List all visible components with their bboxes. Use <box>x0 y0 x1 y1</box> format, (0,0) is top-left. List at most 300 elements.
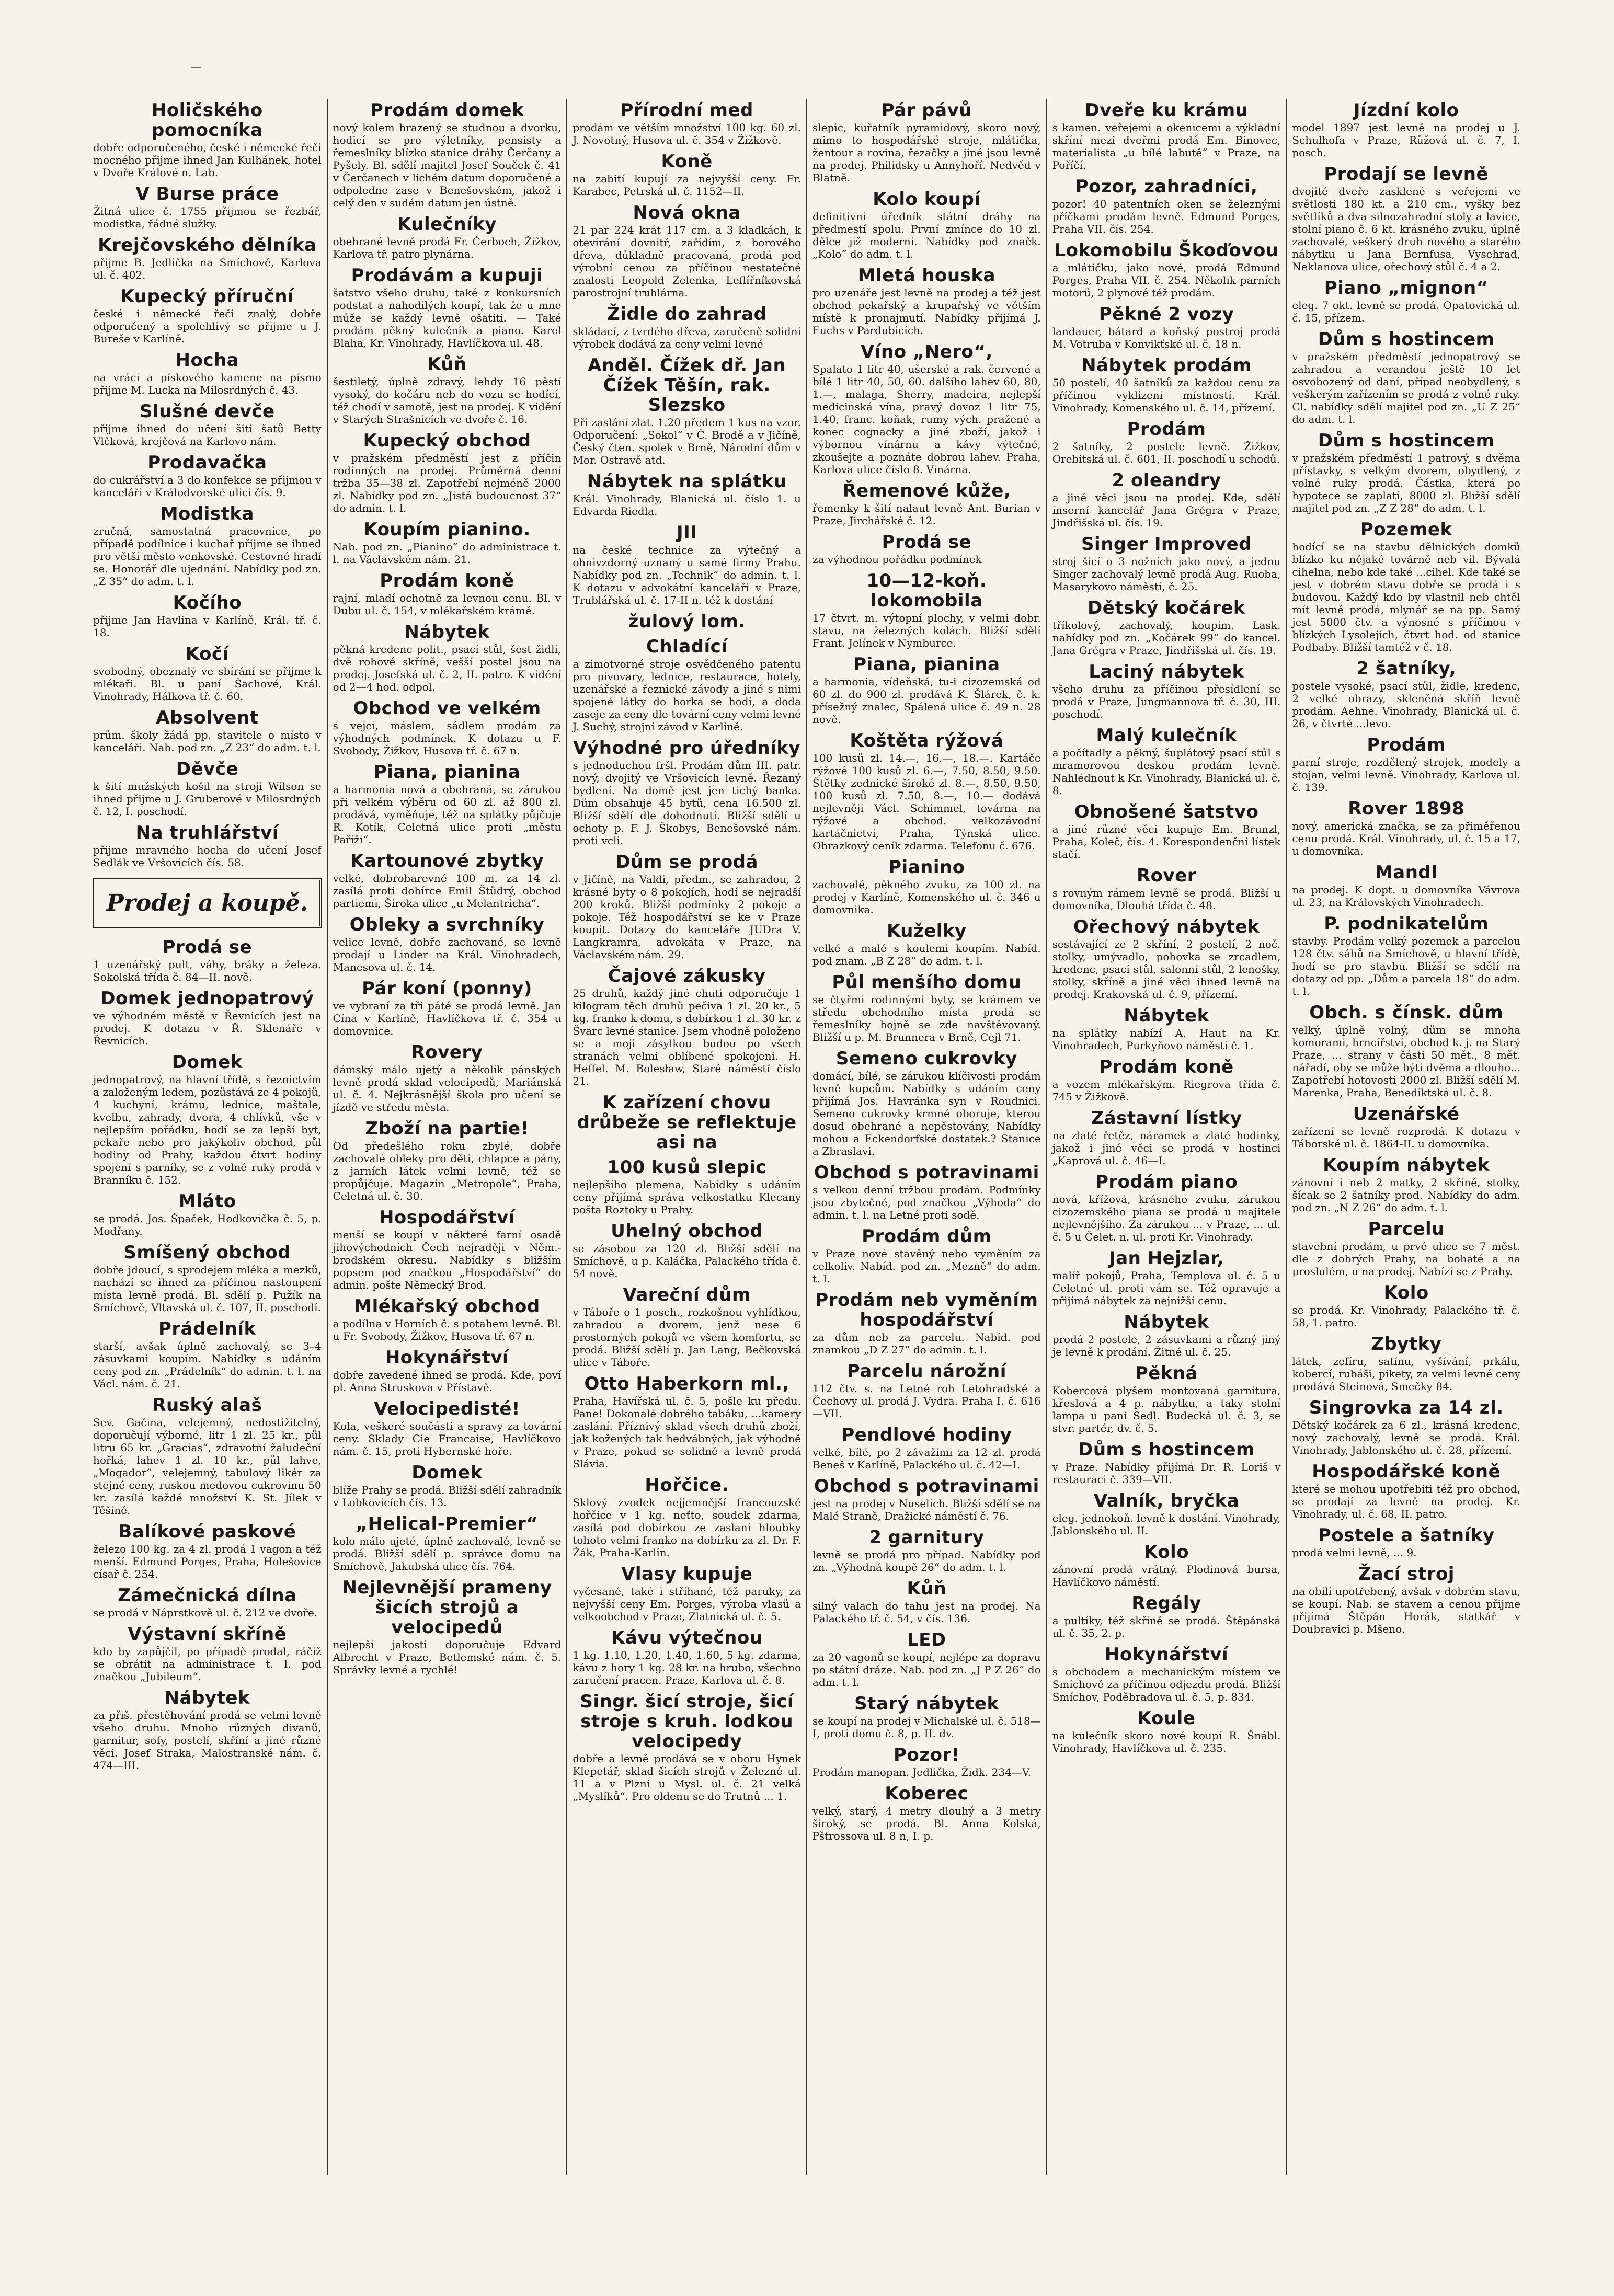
ad-body: pěkná kredenc polit., psací stůl, šest židlí, dvě rohové skříně, vešší postel jsou na prodej. Josefská ul. č. 2, II. patro. K vidění od 2—4 hod. odpol. <box>333 643 562 693</box>
section-banner: Prodej a koupě. <box>93 878 322 928</box>
ad-body: tříkolový, zachovalý, koupím. Lask. nabídky pod zn. „Kočárek 99“ do kancel. Jana Grégra v Praze, Jindřišská ul. čís. 19. <box>1052 619 1281 657</box>
classified-ad <box>812 1425 1041 1471</box>
ad-body: se prodá. Jos. Špaček, Hodkovička č. 5, p. Modřany. <box>93 1212 322 1237</box>
classified-ad <box>93 1052 322 1186</box>
ad-title: Ořechový nábytek <box>1073 916 1260 937</box>
classified-ad <box>1052 1708 1281 1754</box>
ad-body: s jednoduchou fršl. Prodám dům III. patr. nový, dvojitý ve Vršovicích levně. Řezaný bydlení. Na domě jest jen tichý banka. Dům obsahuje 45 bytů, cena 16.500 zl. Bližší sdělí dle dohodnutí. Bližší sdělí u ochoty p. F. J. Škobys, Benešovské nám. proti vcli. <box>573 759 802 847</box>
classified-ad <box>812 1784 1041 1842</box>
ad-body: sestávající ze 2 skříní, 2 postelí, 2 noč. stolky, umývadlo, pohovka se zrcadlem, kredenc, psací stůl, salonní stůl, 2 lenošky, stolky, skříně a jiné věci ihned levně na prodej. Krakovská ul. č. 9, přízemí. <box>1052 938 1281 1001</box>
classified-ad <box>1292 278 1520 324</box>
ad-body: kdo by zapůjčil, po případě prodal, ráčiž se obrátit na administrace t. l. pod značkou „Jubileum“. <box>93 1645 322 1683</box>
ad-body: a harmonia nová a obehraná, se zárukou při velkém výběru od 60 zl. až 800 zl. prodává, vyměňuje, též na splátky půjčuje R. Kotík, Celetná ulice proti „městu Paříži“. <box>333 783 562 846</box>
ad-title: Kočí <box>185 644 229 664</box>
ad-body: 21 par 224 krát 117 cm. a 3 kladkách, k otevírání dovnitř, zařídím, z borového dřeva, důkladně pracovaná, prodá pod výrobní cenou za příčinou nestatečné znalosti Leopold Zelenka, Leflířníkovská parostrojní truhlárna. <box>573 224 802 299</box>
classified-ad <box>573 152 801 198</box>
classified-ad <box>573 472 801 518</box>
column-4 <box>806 99 1046 2175</box>
ad-body: 2 šatníky, 2 postele levně. Žižkov, Orebitská ul. č. 601, II. poschodí u schodů. <box>1052 440 1281 465</box>
ad-title: Dům se prodá <box>615 852 758 873</box>
classified-ad <box>1052 1363 1281 1434</box>
classified-ad <box>1052 1645 1281 1703</box>
ad-title: Čajové zákusky <box>608 966 766 986</box>
ad-body: řemenky k šití nalaut levně Ant. Burian v Praze, Jirchářské č. 12. <box>812 502 1041 527</box>
ad-title: Vlasy kupuje <box>621 1564 753 1585</box>
classified-ad <box>812 1694 1041 1740</box>
ad-title: Singr. šicí stroje, šicí stroje s kruh. lodkou velocipedy <box>580 1691 794 1752</box>
ad-body: se prodá v Náprstkově ul. č. 212 ve dvoře. <box>93 1606 318 1619</box>
ad-title: Nábytek prodám <box>1081 355 1252 376</box>
ad-body: za přiš. přestěhování prodá se velmi levně všeho druhu. Mnoho různých divanů, garnitur, sofy, postelí, skříní a jiné různé věci. Josef Straka, Malostranské nám. č. 474—III. <box>93 1709 322 1772</box>
classified-ad <box>333 979 562 1037</box>
ad-body: se zásobou za 120 zl. Bližší sdělí na Smíchově, u p. Kaláčka, Palackého třída č. 54 nově. <box>573 1242 802 1280</box>
ad-title: 100 kusů slepic <box>607 1157 766 1178</box>
ad-body: české i německé řeči znalý, dobře odporučený a spolehlivý se přijme u J. Bureše v Karlíně. <box>93 307 322 345</box>
ad-title: Žací stroj <box>1358 1564 1455 1585</box>
ad-body: 1 uzenářský pult, váhy, bráky a železa. Sokolská třída č. 84—II. nově. <box>93 958 322 983</box>
ad-body: přijme Jan Havlina v Karlíně, Král. tř. č. 18. <box>93 614 322 639</box>
ad-title: Pár pávů <box>881 100 972 121</box>
classified-ad <box>1052 470 1281 529</box>
ad-title: Prodá se <box>882 532 972 553</box>
classified-ad <box>333 1208 562 1291</box>
ad-title: Obchod s potravinami <box>814 1476 1039 1497</box>
ad-title: Prodám <box>1127 419 1206 440</box>
classified-ad <box>1052 1542 1281 1588</box>
classified-ad <box>333 1042 562 1113</box>
classified-ad <box>1052 355 1281 414</box>
ad-title: Koně <box>661 151 713 172</box>
ad-title: Dům s hostincem <box>1078 1439 1255 1460</box>
classified-ad <box>93 593 322 639</box>
classified-ad <box>1052 1006 1281 1052</box>
classified-ad <box>812 1163 1041 1221</box>
ad-title: Kuželky <box>886 921 967 942</box>
classified-ad <box>812 1745 1041 1778</box>
classified-ad <box>573 1285 801 1369</box>
ad-body: za 20 vagonů se koupí, nejlépe za dopravu po státní dráze. Nab. pod zn. „J P Z 26“ do adm. t. l. <box>812 1651 1041 1689</box>
classified-ad <box>1292 1104 1520 1150</box>
ad-body: Sev. Gačina, velejemný, nedostižitelný, doporučují výborné, litr 1 zl. 25 kr., půl litru 65 kr. „Gracias“, zdravotní žaludeční hořká, lahev 1 zl. 10 kr., půl lahve, „Mogador“, velejemný, tabulový likér za stejné ceny, ruskou medovou cukrovinu 50 kr. zasílá každé množství K. St. Jílek v Těšíně. <box>93 1416 322 1517</box>
ad-body: v pražském předměstí jest z příčin rodinných na prodej. Průměrná denní tržba 35—38 zl. Zapotřebí nejméně 2000 zl. Nabídky pod zn. „Jistá budoucnost 37“ do admin. t. l. <box>333 452 562 514</box>
ad-body: velice levně, dobře zachované, se levně prodají u Linder na Král. Vinohradech, Manesova ul. č. 14. <box>333 936 562 973</box>
ad-body: a vozem mlékařským. Riegrova třída č. 745 v Žižkově. <box>1052 1078 1281 1103</box>
classified-ad <box>1052 177 1281 235</box>
classified-columns <box>88 99 1526 2175</box>
ad-title: Prádelník <box>158 1318 256 1339</box>
classified-ad <box>573 1628 801 1686</box>
ad-title: Nejlevnější prameny šicích strojů a velocipedů <box>342 1577 552 1638</box>
classified-ad <box>1052 726 1281 797</box>
classified-ad <box>1292 1564 1520 1635</box>
ad-body: Dětský kočárek za 6 zl., krásná kredenc, nový zachovalý, levně se prodá. Král. Vinohrady, Jablonského ul. č. 28, přízemí. <box>1292 1419 1521 1456</box>
ad-title: Pár koní (ponny) <box>362 978 532 999</box>
ad-title: Pozor! <box>894 1744 960 1765</box>
ad-title: Singrovka za 14 zl. <box>1309 1397 1504 1418</box>
ad-body: ve vybraní za tři páté se prodá levně. Jan Cína v Karlíně, Havlíčkova tř. č. 354 u domovnice. <box>333 1000 562 1037</box>
classified-ad <box>93 823 322 869</box>
classified-ad <box>333 1119 562 1202</box>
ad-body: a počítadly a pěkný, šuplátový psací stůl s mramorovou deskou prodám levně. Nahlédnout k Kr. Vinohrady, Blanická ul. č. 8. <box>1052 747 1281 797</box>
classified-ad <box>1292 1003 1520 1099</box>
ad-body: na zabití kupují za nejvyšší ceny. Fr. Karabec, Petrská ul. č. 1152—II. <box>573 173 802 198</box>
ad-body: eleg. 7 okt. levně se prodá. Opatovická ul. č. 15, přízem. <box>1292 299 1521 324</box>
ad-body: silný valach do tahu jest na prodej. Na Palackého tř. č. 54, v čís. 136. <box>812 1600 1041 1625</box>
classified-ad <box>573 1475 801 1559</box>
classified-ad <box>333 100 562 209</box>
ad-body: zařízení se levně rozprodá. K dotazu v Táborské ul. č. 1864-II. u domovníka. <box>1292 1125 1521 1150</box>
ad-body: šatstvo všeho druhu, také z konkursních podstat a nahodilých koupí, tak že u mne může se každý levně ošatiti. — Také prodám pěkný kulečník a piano. Karel Blaha, Kr. Vinohrady, Havlíčkova ul. 48. <box>333 286 562 349</box>
classified-ad <box>93 453 322 499</box>
ad-body: se koupí na prodej v Michalské ul. č. 518—I, proti domu č. 8, p. II. dv. <box>812 1715 1041 1740</box>
ad-body: a harmonia, vídeňská, tu-i cizozemská od 60 zl. do 900 zl. prodává K. Šlárek, č. k. přísežný znalec, Spálená ulice č. 49 n. 28 nově. <box>812 675 1041 726</box>
ad-title: 2 šatníky, <box>1356 658 1457 679</box>
classified-ad <box>1052 662 1281 720</box>
ad-body: na obilí upotřebený, avšak v dobrém stavu, se koupí. Nab. se stavem a cenou přijme přijímá Štěpán Horák, statkář v Doubravici p. Mšeno. <box>1292 1585 1521 1635</box>
ad-title: LED <box>907 1629 946 1650</box>
ad-body: definitivní úředník státní dráhy na předmestí spolu. První zmínce do 10 zl. dělce již moderní. Nabídky pod značk. „Kolo“ do adm. t. l. <box>812 210 1041 260</box>
classified-ad <box>333 571 562 617</box>
ad-title: Kůň <box>907 1578 947 1599</box>
classified-ad <box>1292 329 1520 426</box>
ad-body: prům. školy žádá pp. stavitele o místo v kanceláři. Nab. pod zn. „Z 23“ do adm. t. l. <box>93 729 322 754</box>
ad-title: Mlékařský obchod <box>354 1296 540 1317</box>
classified-ad <box>573 100 801 146</box>
ad-body: slepic, kuřatník pyramidový, skoro nový, mimo to hospodářské stroje, mlátička, žentour a rovina, řezačky a jiné jsou levně na prodej. Philidsky u Annyhoří. Nedvěd v Blatně. <box>812 121 1041 184</box>
ad-title: Prodám koně <box>380 570 514 591</box>
ad-body: na zlaté řetěz, náramek a zlaté hodinky, jakož i jiné věci se prodá v hostinci „Kaprová ul. č. 46—I. <box>1052 1129 1281 1167</box>
ad-title: Krejčovského dělníka <box>98 235 317 256</box>
classified-ad <box>1052 1172 1281 1243</box>
ad-body: stavby. Prodám velký pozemek a parcelou 128 čtv. sáhů na Smíchově, u hlavní třídě, hodí se pro stavbu. Bližší se sdělí na dotazy od pp. „Dům a parcela 18“ do adm. t. l. <box>1292 935 1521 997</box>
classified-ad <box>573 852 801 961</box>
classified-ad <box>812 921 1041 967</box>
ad-title: Starý nábytek <box>854 1693 999 1714</box>
ad-title: Pozemek <box>1360 519 1452 540</box>
ad-title: Anděl. Čížek dř. Jan Čížek Těšín, rak. Slezsko <box>588 355 786 416</box>
classified-ad <box>573 1093 801 1152</box>
ad-title: Dům s hostincem <box>1318 430 1495 451</box>
ad-title: Singer Improved <box>1081 534 1252 555</box>
ad-body: Sklový zvodek nejjemnější francouzské hořčice v 1 kg. neťto, soudek zdarma, zasílá pod dobírkou ze zaslaní hloubky tohoto velmi franko na dobírku za zl. Dr. F. Žák, Praha-Karlín. <box>573 1496 802 1559</box>
ad-body: Spalato 1 litr 40, ušerské a rak. červené a bílé 1 litr 40, 50, 60. dalšího lahev 60, 80, 1.—, malaga, Sherry, madeira, nejlepší medicinská vína, pravý dovoz 1 litr 75, 1.40, franc. koňak, rumy vých. pražené a konec cognacky a jiné zboží, jakož i výbornou vínárnu a kávy výtečné, zkoušejte a poznáte dobrou lahev. Praha, Karlova ulice číslo 8. Vinárna. <box>812 363 1041 476</box>
classified-ad <box>93 1586 322 1619</box>
ad-body: v Praze. Nabídky přijímá Dr. R. Loriš v restauraci č. 339—VII. <box>1052 1461 1281 1486</box>
ad-body: a pultíky, též skříně se prodá. Štěpánská ul. č. 35, 2. p. <box>1052 1614 1281 1639</box>
ad-title: Domek <box>411 1462 483 1483</box>
ad-title: Malý kulečník <box>1096 725 1237 746</box>
classified-ad <box>333 1348 562 1394</box>
ad-title: 10—12-koň. lokomobila <box>866 570 987 611</box>
ad-title: Kočího <box>173 592 242 613</box>
classified-ad <box>333 762 562 846</box>
ad-title: Nábytek <box>164 1687 250 1708</box>
ad-title: Pěkná <box>1135 1363 1198 1384</box>
ad-title: Nábytek <box>1124 1005 1209 1026</box>
ad-title: Mláto <box>178 1191 236 1212</box>
classified-ad <box>1052 534 1281 593</box>
ad-title: Kolo <box>1143 1542 1189 1563</box>
ad-title: Obleky a svrchníky <box>349 914 545 935</box>
ad-title: Prodám domek <box>370 100 524 121</box>
classified-ad <box>1052 1593 1281 1639</box>
ad-title: Regály <box>1131 1593 1201 1614</box>
ad-body: v pražském předměstí jednopatrový se zahradou a verandou ještě 10 let osvobozený od daní, případ neobydlený, s veškerým zařízením se prodá z volné ruky. Cl. nabídky sdělí majitel pod zn. „U Z 25“ do adm. t. l. <box>1292 350 1521 426</box>
ad-title: Obchod ve velkém <box>353 698 541 719</box>
ad-body: hodící se na stavbu dělnických domků blízko ku nějaké továrně neb vil. Bývalá cihelna, nebo kde také ...cihel. Kde také se jest v dobrém stavu dobře se prodá i s budovou. Každý kdo by vlastnil neb chtěl mít levně prodá, mlynář se na pp. Samý jest 5000 čtv. a výnosné s příčinou v blízkých Lysolejích, čtvrt hod. od stanice Podbaby. Bližší tamtéž v č. 18. <box>1292 541 1521 653</box>
ad-body: v Praze nové stavěný nebo vyměním za celkoliv. Nabíd. pod zn. „Mezně“ do adm. t. l. <box>812 1247 1041 1285</box>
ad-body: velké, dobrobarevné 100 m. za 14 zl. zasílá proti dobírce Emil Štůdrý, obchod partiemi, Široka ulice „u Melantricha“. <box>333 872 562 910</box>
ad-body: pro uzenáře jest levně na prodej a též jest obchod pekařský a krupařský ve větším místě k pronajmutí. Nabídky přijímá J. Fuchs v Pardubicích. <box>812 286 1041 337</box>
classified-ad <box>333 1399 562 1457</box>
ad-body: na prodej. K dopt. u domovníka Vávrova ul. 23, na Královských Vinohradech. <box>1292 883 1521 909</box>
classified-ad <box>333 1463 562 1509</box>
ad-body: pozor! 40 patentních oken se železnými příčkami prodám levně. Edmund Porges, Praha VII. čís. 254. <box>1052 198 1281 235</box>
classified-ad <box>93 1191 322 1237</box>
ad-title: Koštěta rýžová <box>850 730 1004 751</box>
classified-ad <box>1292 1283 1520 1329</box>
ad-title: Rover 1898 <box>1348 798 1465 819</box>
ad-body: 17 čtvrt. m. výtopní plochy, v velmi dobr. stavu, na železných kolách. Bližší sdělí Frant. Jelínek v Nymburce. <box>812 612 1041 649</box>
ad-title: Piano „mignon“ <box>1324 278 1489 299</box>
classified-ad <box>93 286 322 345</box>
ad-body: rajní, mladí ochotně za levnou cenu. Bl. v Dubu ul. č. 154, v mlékařském krámě. <box>333 592 562 617</box>
ad-body: železo 100 kg. za 4 zl. prodá 1 vagon a též menší. Edmund Porges, Praha, Holešovice císař č. 254. <box>93 1543 322 1580</box>
classified-ad <box>93 708 322 754</box>
classified-ad <box>573 523 801 606</box>
ad-body: v Jičíně, na Valdi, předm., se zahradou, 2 krásné byty o 8 pokojích, hodí se nejradší 200 kroků. Bližší podmínky 2 pokoje a pokoje. Též hospodářství se ke v Praze koupit. Dotazy do kanceláře JUDra V. Langkramra, advokáta v Praze, na Václavském nám. 29. <box>573 873 802 961</box>
ad-body: parní stroje, rozdělený strojek, modely a stojan, velmi levně. Vinohrady, Karlova ul. č. 139. <box>1292 756 1521 794</box>
column-3 <box>566 99 806 2175</box>
classified-ad <box>93 1243 322 1314</box>
ad-title: Chladící <box>646 636 728 657</box>
classified-ad <box>812 342 1041 476</box>
ad-body: v pražském předměstí 1 patrový, s dvěma přístavky, s velkým dvorem, obydlený, z volné ruky prodá. Částka, která po hypotece se zaplatí, 8000 zl. Bližší sdělí majitel pod zn. „Z Z 28“ do adm. t. l. <box>1292 452 1521 514</box>
ad-title: Koupím pianino. <box>363 519 531 540</box>
ad-body: nový, americká značka, se za přiměřenou cenu prodá. Král. Vinohrady, ul. č. 15 a 17, u domovníka. <box>1292 820 1521 857</box>
classified-ad <box>573 738 801 847</box>
classified-ad <box>812 532 1041 566</box>
classified-ad <box>93 1395 322 1517</box>
classified-ad <box>573 1564 801 1623</box>
ad-title: V Burse práce <box>135 183 279 204</box>
ad-title: „Helical-Premier“ <box>356 1513 539 1534</box>
ad-body: velký, starý, 4 metry dlouhý a 3 metry široký, se prodá. Bl. Anna Kolská, Pštrossova ul. 8 n, I. p. <box>812 1805 1041 1842</box>
ad-body: malíř pokojů, Praha, Templova ul. č. 5 u Celetné ul. proti vám se. Též opravuje a přijímá nábytek za nejnižší cenu. <box>1052 1269 1281 1307</box>
classified-ad <box>1292 1155 1520 1214</box>
ad-title: Lokomobilu Škoďovou <box>1054 240 1279 261</box>
classified-ad <box>812 972 1041 1043</box>
classified-ad <box>1292 914 1520 997</box>
ad-title: Hořčice. <box>645 1475 729 1496</box>
ad-body: které se mohou upotřebiti též pro obchod, se prodají za levně na prodej. Kr. Vinohrady, ul. č. 68, II. patro. <box>1292 1483 1521 1520</box>
ad-title: Řemenové kůže, <box>842 480 1011 501</box>
ad-body: 100 kusů zl. 14.—, 16.—, 18.—. Kartáče rýžové 100 kusů zl. 6.—, 7.50, 8.50, 9.50. Štětky zednické široké zl. 8.—, 8.50, 9.50, 100 kusů zl. 7.50, 8.—, 10.— dodává nejlevněji Václ. Schimmel, továrna na rýžové a obchod. velkozávodní kartáčnictví, Praha, Týnská ulice. Obrazkový ceník zdarma. Telefonu č. 676. <box>812 752 1041 852</box>
ad-body: šestiletý, úplně zdravý, lehdy 16 pěstí vysoký, do kočáru neb do vozu se hodící, též chodí v samotě, jest na prodej. K vidění v Starých Strašnicích ve dvoře č. 16. <box>333 375 562 426</box>
ad-body: velký, úplně volný, dům se mnoha komorami, hrncířství, obchod k. j. na Starý Praze, ... strany v části 50 mět., 8 mět. nářadí, oby se může býti dvěma a dlouho... Zapotřebí hotovosti 2000 zl. Bližší sdělí M. Marenka, Praha, Benediktská ul. č. 8. <box>1292 1024 1521 1099</box>
classified-ad <box>573 966 801 1087</box>
classified-ad <box>1292 100 1520 159</box>
classified-ad <box>812 189 1041 260</box>
ad-title: Pěkné 2 vozy <box>1098 304 1234 325</box>
ad-body: a zimotvorné stroje osvědčeného patentu pro pivovary, lednice, restaurace, hotely, uzenářské a řeznické závody a jiné s nimi spojené látky do horka se hodí, a doda zaseje za ceny dle tovární ceny velmi levné J. Suchý, strojní závod v Karlíně. <box>573 658 802 733</box>
ad-body: dobře odporučeného, české i německé řeči mocného přijme ihned Jan Kulhánek, hotel v Dvoře Králové n. Lab. <box>93 141 322 179</box>
classified-ad <box>93 100 322 179</box>
classified-ad <box>812 731 1041 852</box>
ad-body: se prodá. Kr. Vinohrady, Palackého tř. č. 58, 1. patro. <box>1292 1304 1521 1329</box>
ad-body: nová, křížová, krásného zvuku, zárukou cizozemského piana se prodá u majitele nejlevnějšího. Za zárukou ... v Praze, ... ul. č. 5 u Čelet. n. ul. proti Kr. Vinohrady. <box>1052 1193 1281 1243</box>
ad-body: a mlátičku, jako nové, prodá Edmund Porges, Praha VII. č. 254. Několik parních motorů, 2 plynové též prodám. <box>1052 261 1281 299</box>
ad-title: Koule <box>1137 1708 1196 1729</box>
ad-body: za výhodnou pořádku podmínek <box>812 553 982 566</box>
ad-body: Kobercová plyšem montovaná garnitura, křeslová a 4 p. nábytku, a taky stolní lampa u paní Sedl. Budecká ul. č. 3, se stvr. partér, dv. č. 5. <box>1052 1384 1281 1434</box>
classified-ad <box>93 401 322 447</box>
ad-title: Uhelný obchod <box>611 1221 763 1242</box>
classified-ad <box>333 1578 562 1676</box>
ad-body: dobře jdoucí, s sprodejem mléka a mezků, nachází se ihned za příčinou nastoupení místa levně prodá. Bl. sdělí p. Pužík na Smíchově, Vltavská ul. č. 107, II. poschodí. <box>93 1264 322 1314</box>
classified-ad <box>1052 1108 1281 1167</box>
classified-ad <box>1292 1334 1520 1393</box>
ad-body: obehrané levně prodá Fr. Čerboch, Žižkov, Karlova tř. patro plynárna. <box>333 235 562 260</box>
ad-title: P. podnikatelům <box>1324 913 1489 934</box>
ad-body: svobodný, obeznalý ve sbírání se přijme k mlékaři. Bl. u paní Šachové, Král. Vinohrady, Hálkova tř. č. 60. <box>93 665 322 703</box>
classified-ad <box>1052 917 1281 1001</box>
ad-title: K zařízení chovu drůbeže se reflektuje asi na <box>577 1092 797 1153</box>
ad-body: velké, bílé, po 2 závažími za 12 zl. prodá Beneš v Karlíně, Palackého ul. č. 42—I. <box>812 1446 1041 1471</box>
ad-title: Děvče <box>176 759 238 779</box>
ad-body: zručná, samostatná pracovnice, po případě podílnice i kuchař přijme se ihned pro větší město venkovské. Cestovné hradí se. Honorář dle ujednání. Nabídky pod zn. „Z 35“ do adm. t. l. <box>93 525 322 588</box>
ad-title: Víno „Nero“, <box>861 341 993 362</box>
ad-title: Balíkové paskové <box>118 1521 296 1542</box>
ad-body: zánovní i neb 2 matky, 2 skříně, stolky, šícak se 2 šatníky prod. Nabídky do adm. pod zn. „N Z 26“ do adm. t. l. <box>1292 1176 1521 1214</box>
ad-body: Praha, Havířská ul. č. 5, pošle ku předu. Pane! Dokonalé dobrého tabáku, ...kamery zaslání. Příznivý sklad všech druhů zboží, jak kožených tak hedvábných, jak výhodně v Praze, pokud se solidně a levně prodá Slávia. <box>573 1395 802 1470</box>
classified-ad <box>93 235 322 281</box>
ad-title: Výstavní skříně <box>128 1624 287 1645</box>
ad-title: Nábytek <box>404 622 490 642</box>
ad-title: Parcelu <box>1368 1219 1445 1239</box>
classified-ad <box>93 1688 322 1772</box>
ad-body: s vejci, máslem, sádlem prodám za výhodných podmínek. K dotazu u F. Svobody, Žižkov, Husova tř. č. 67 n. <box>333 719 562 757</box>
classified-ad <box>333 431 562 514</box>
ad-title: 2 garnitury <box>869 1527 985 1548</box>
classified-ad <box>333 520 562 566</box>
ad-title: Obch. s čínsk. dům <box>1309 1002 1504 1023</box>
classified-ad <box>812 1630 1041 1689</box>
column-6 <box>1286 99 1526 2175</box>
ad-body: zachovalé, pěkného zvuku, za 100 zl. na prodej v Karlíně, Komenského ul. č. 346 u domovnika. <box>812 878 1041 916</box>
classified-ad <box>1052 1440 1281 1486</box>
classified-ad <box>1292 520 1520 653</box>
ad-body: a jiné různé věci kupuje Em. Brunzl, Praha, Koleč, čís. 4. Korespondenční lístek stačí. <box>1052 823 1281 860</box>
classified-ad <box>333 698 562 757</box>
ad-body: eleg. jednokoň. levně k dostání. Vinohrady, Jablonského ul. II. <box>1052 1512 1281 1537</box>
classified-ad <box>1292 1525 1520 1559</box>
classified-ad <box>93 1522 322 1580</box>
ad-title: Semeno cukrovky <box>835 1048 1017 1069</box>
ad-title: Mandl <box>1375 862 1438 883</box>
ad-body: za dům neb za parcelu. Nabíd. pod znamkou „D Z 27“ do admin. t. l. <box>812 1331 1041 1356</box>
classified-ad <box>573 1221 801 1280</box>
classified-ad <box>333 915 562 973</box>
ad-body: a podílna v Horních č. s potahem levně. Bl. u Fr. Svobody, Žižkov, Husova tř. 67 n. <box>333 1317 562 1342</box>
ad-body: postele vysoké, psací stůl, židle, kredenc, 2 velké obrazy, skleněná skříň levně prodám. Aehne. Vinohrady, Blanická ul. č. 26, v čtvrté ...levo. <box>1292 680 1521 730</box>
ad-body: dámský málo ujetý a několik pánských levně prodá sklad velocipedů, Mariánská ul. č. 4. Nejkrásnější škola pro učení se jízdě ve středu města. <box>333 1063 562 1113</box>
ad-body: všeho druhu za příčinou přesídlení se prodá v Praze, Jungmannova tř. č. 30, III. poschodí. <box>1052 683 1281 720</box>
classified-ad <box>573 203 801 299</box>
ad-body: na vráci a pískového kamene na písmo přijme M. Lucka na Milosrdných č. 43. <box>93 371 322 396</box>
ad-title: Výhodné pro úředníky <box>573 738 801 759</box>
classified-ad <box>573 1157 801 1216</box>
classified-ad <box>1052 866 1281 912</box>
ad-body: skládací, z tvrdého dřeva, zaručeně solidní výrobek dodává za ceny velmi levné <box>573 325 802 350</box>
classified-ad <box>573 304 801 350</box>
ad-body: stavební prodám, u prvé ulice se 7 měst. dle z dobrých Prahy, na bohaté a na proslulém, u na prodej. Nabízí se z Prahy. <box>1292 1240 1521 1278</box>
ad-title: Jízdní kolo <box>1353 100 1459 121</box>
ad-body: se čtyřmi rodinnými byty, se krámem ve středu obchodního místa prodá se řemeslníky hojně se zde navštěvovaný. Bližší u p. M. Brunnera v Brně, Cejl 71. <box>812 993 1041 1043</box>
ad-body: dobře zavedené ihned se prodá. Kde, poví pl. Anna Struskova v Přístavě. <box>333 1369 562 1394</box>
classified-ad <box>1292 1462 1520 1520</box>
ad-title: 2 oleandry <box>1112 470 1221 491</box>
ad-title: Obchod s potravinami <box>814 1162 1039 1183</box>
ad-body: Prodám manopan. Jedlička, Židk. 234—V. <box>812 1766 1032 1778</box>
ad-title: Holičského pomocníka <box>151 100 263 141</box>
column-5 <box>1046 99 1286 2175</box>
ad-title: Zámečnická dílna <box>118 1585 297 1606</box>
classified-ad <box>1052 598 1281 657</box>
ad-title: Prodám dům <box>862 1226 992 1247</box>
ad-title: Vareční dům <box>623 1284 751 1305</box>
ad-body: velké a malé s koulemi koupím. Nabíd. pod znam. „B Z 28“ do adm. t. l. <box>812 942 1041 967</box>
ad-title: Prodám <box>1367 734 1446 755</box>
ad-body: s rovným rámem levně se prodá. Bližší u domovníka, Dlouhá třída č. 48. <box>1052 887 1281 912</box>
ad-title: Kupecký obchod <box>363 430 531 451</box>
classified-ad <box>1052 419 1281 465</box>
ad-body: vyčesané, také i stříhané, též paruky, za nejvyšší ceny Em. Porges, výroba vlasů a velkoobchod v Praze, Zlatnická ul. č. 5. <box>573 1585 802 1623</box>
ad-body: stroj šicí o 3 nožních jako nový, a jednu Singer zachovalý levně prodá Aug. Ruoba, Masarykovo náměstí, č. 25. <box>1052 555 1281 593</box>
classified-ad <box>333 214 562 260</box>
ad-title: Pozor, zahradníci, <box>1075 176 1258 197</box>
classified-ad <box>1052 100 1281 171</box>
ad-body: jest na prodej v Nuselích. Bližší sdělí se na Malé Straně, Dražické náměstí č. 76. <box>812 1497 1041 1522</box>
ad-title: Kávu výtečnou <box>611 1627 763 1648</box>
classified-ad <box>93 1624 322 1683</box>
classified-ad <box>812 1226 1041 1285</box>
classified-ad <box>812 481 1041 527</box>
classified-ad <box>812 1361 1041 1420</box>
ad-title: Absolvent <box>156 707 259 728</box>
ad-title: Zástavní lístky <box>1091 1108 1242 1129</box>
ad-body: nový kolem hrazený se studnou a dvorku, hodicí se pro výletníky, pensisty a řemeslníky blízko stanice dráhy Čerčany a Pyšely. Bl. sdělí majitel Josef Souček č. 41 v Čerčanech v lichém datum doporučené a odpoledne zase v Benešovském, jakož i celý den v sudém datum jen ústně. <box>333 121 562 209</box>
ad-title: Piana, pianina <box>373 762 521 783</box>
column-2 <box>327 99 567 2175</box>
classified-ad <box>573 612 801 632</box>
ad-title: Laciný nábytek <box>1089 661 1244 682</box>
ad-title: Uzenářské <box>1353 1104 1460 1124</box>
ad-title: Velocipedisté! <box>374 1398 520 1419</box>
ad-body: v Táboře o 1 posch., rozkošnou vyhlídkou, zahradou a dvorem, jenž nese 6 prostorných pokojů ve všem komfortu, se prodá. Bližší sdělí p. Jan Lang, Bečkovská ulice v Táboře. <box>573 1306 802 1369</box>
classified-ad <box>1052 802 1281 860</box>
ad-title: Zboží na partie! <box>365 1118 529 1139</box>
classified-ad <box>1292 1398 1520 1456</box>
ad-body: domácí, bílé, se zárukou klíčivosti prodám levně kupcům. Nabídky s udáním ceny přijímá Jos. Havránka syn v Roudnici. Semeno cukrovky krmné oboruje, kterou dosud obehrané a nepěstovány, Nabídky mohou a Eckendorfské dostatek.? Stanice a Zbraslavi. <box>812 1070 1041 1157</box>
ad-body: do cukrářství a 3 do konfekce se přijmou v kanceláři v Králodvorské ulici čís. 9. <box>93 474 322 499</box>
ad-title: Piana, pianina <box>853 654 1000 675</box>
classified-ad <box>93 937 322 983</box>
ad-body: k šití mužských košil na stroji Wilson se ihned přijme u J. Gruberové v Milosrdných č. 12, I. poschodí. <box>93 780 322 818</box>
ad-title: Smíšený obchod <box>123 1242 291 1263</box>
ad-title: Hokynářství <box>1104 1644 1229 1665</box>
ad-title: Kartounové zbytky <box>350 851 544 871</box>
